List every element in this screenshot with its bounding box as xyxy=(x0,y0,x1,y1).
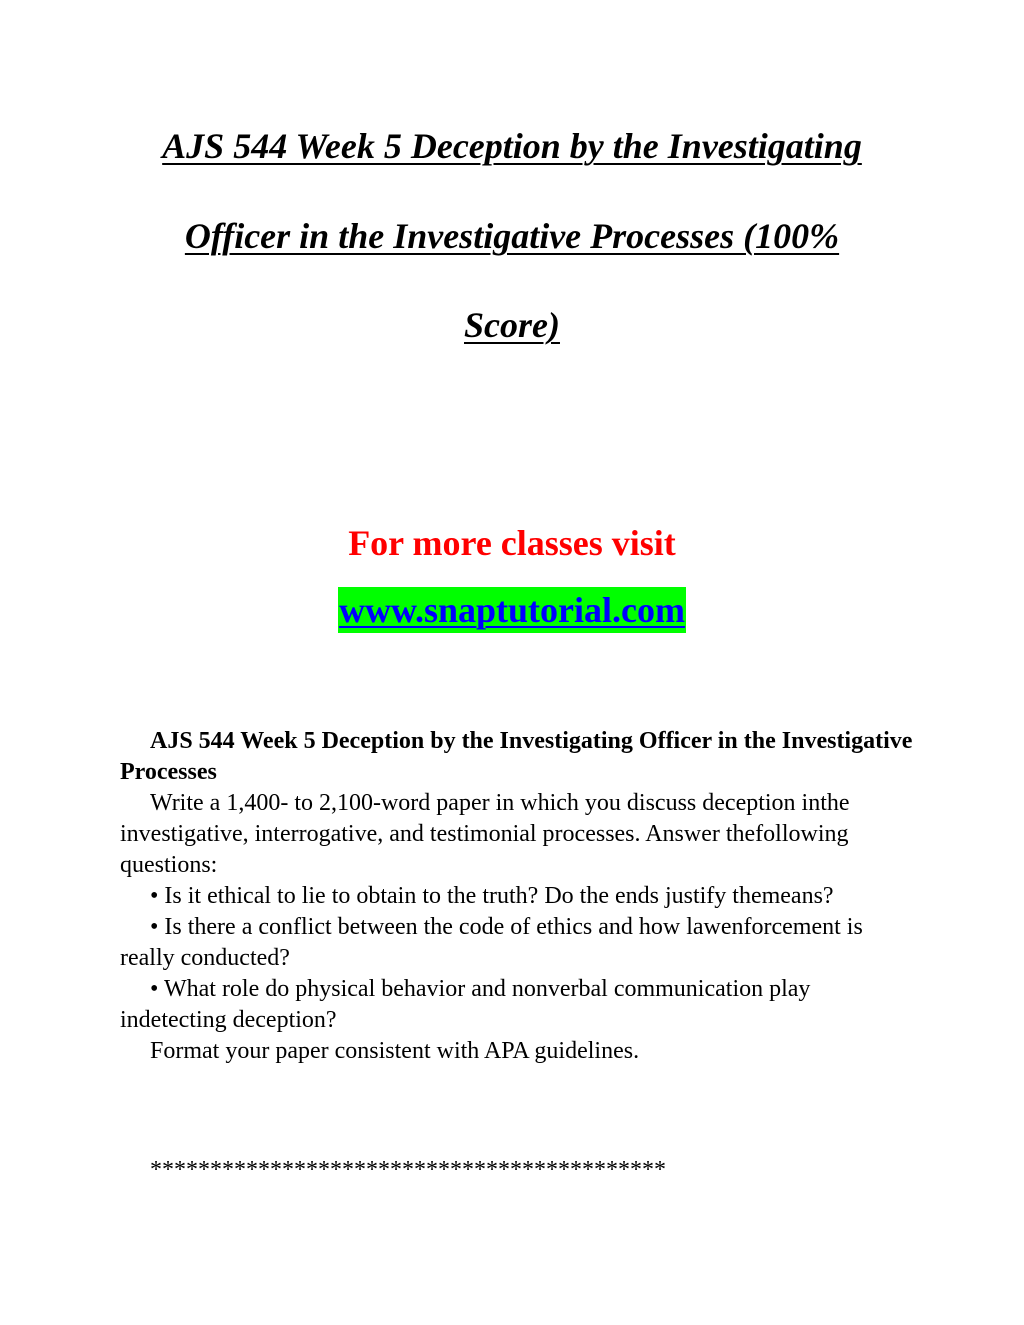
separator-line: ******************************************* xyxy=(150,1157,666,1183)
question-item-1: • Is it ethical to lie to obtain to the truth? Do the ends justify themeans? xyxy=(150,883,834,909)
page-title-line-3: Score) xyxy=(464,305,560,345)
page-title-line-2: Officer in the Investigative Processes (100% xyxy=(184,216,840,256)
description-body xyxy=(120,726,920,1067)
visit-text: For more classes visit xyxy=(348,523,676,563)
question-item-3: • What role do physical behavior and nonverbal communication play indetecting deception? xyxy=(120,976,811,1033)
page-title-line-1: AJS 544 Week 5 Deception by the Investigating xyxy=(162,126,862,166)
snaptutorial-link[interactable]: www.snaptutorial.com xyxy=(338,587,686,633)
url-container xyxy=(0,587,1024,633)
question-item-2: • Is there a conflict between the code of ethics and how lawenforcement is really conducted? xyxy=(120,914,863,971)
description-closing: Format your paper consistent with APA guidelines. xyxy=(150,1038,640,1064)
description-intro: Write a 1,400- to 2,100-word paper in which you discuss deception inthe investigative, interrogative, and testimonial processes. Answer thefollowing questions: xyxy=(120,790,850,878)
description-heading: AJS 544 Week 5 Deception by the Investigating Officer in the Investigative Processes xyxy=(120,728,913,785)
